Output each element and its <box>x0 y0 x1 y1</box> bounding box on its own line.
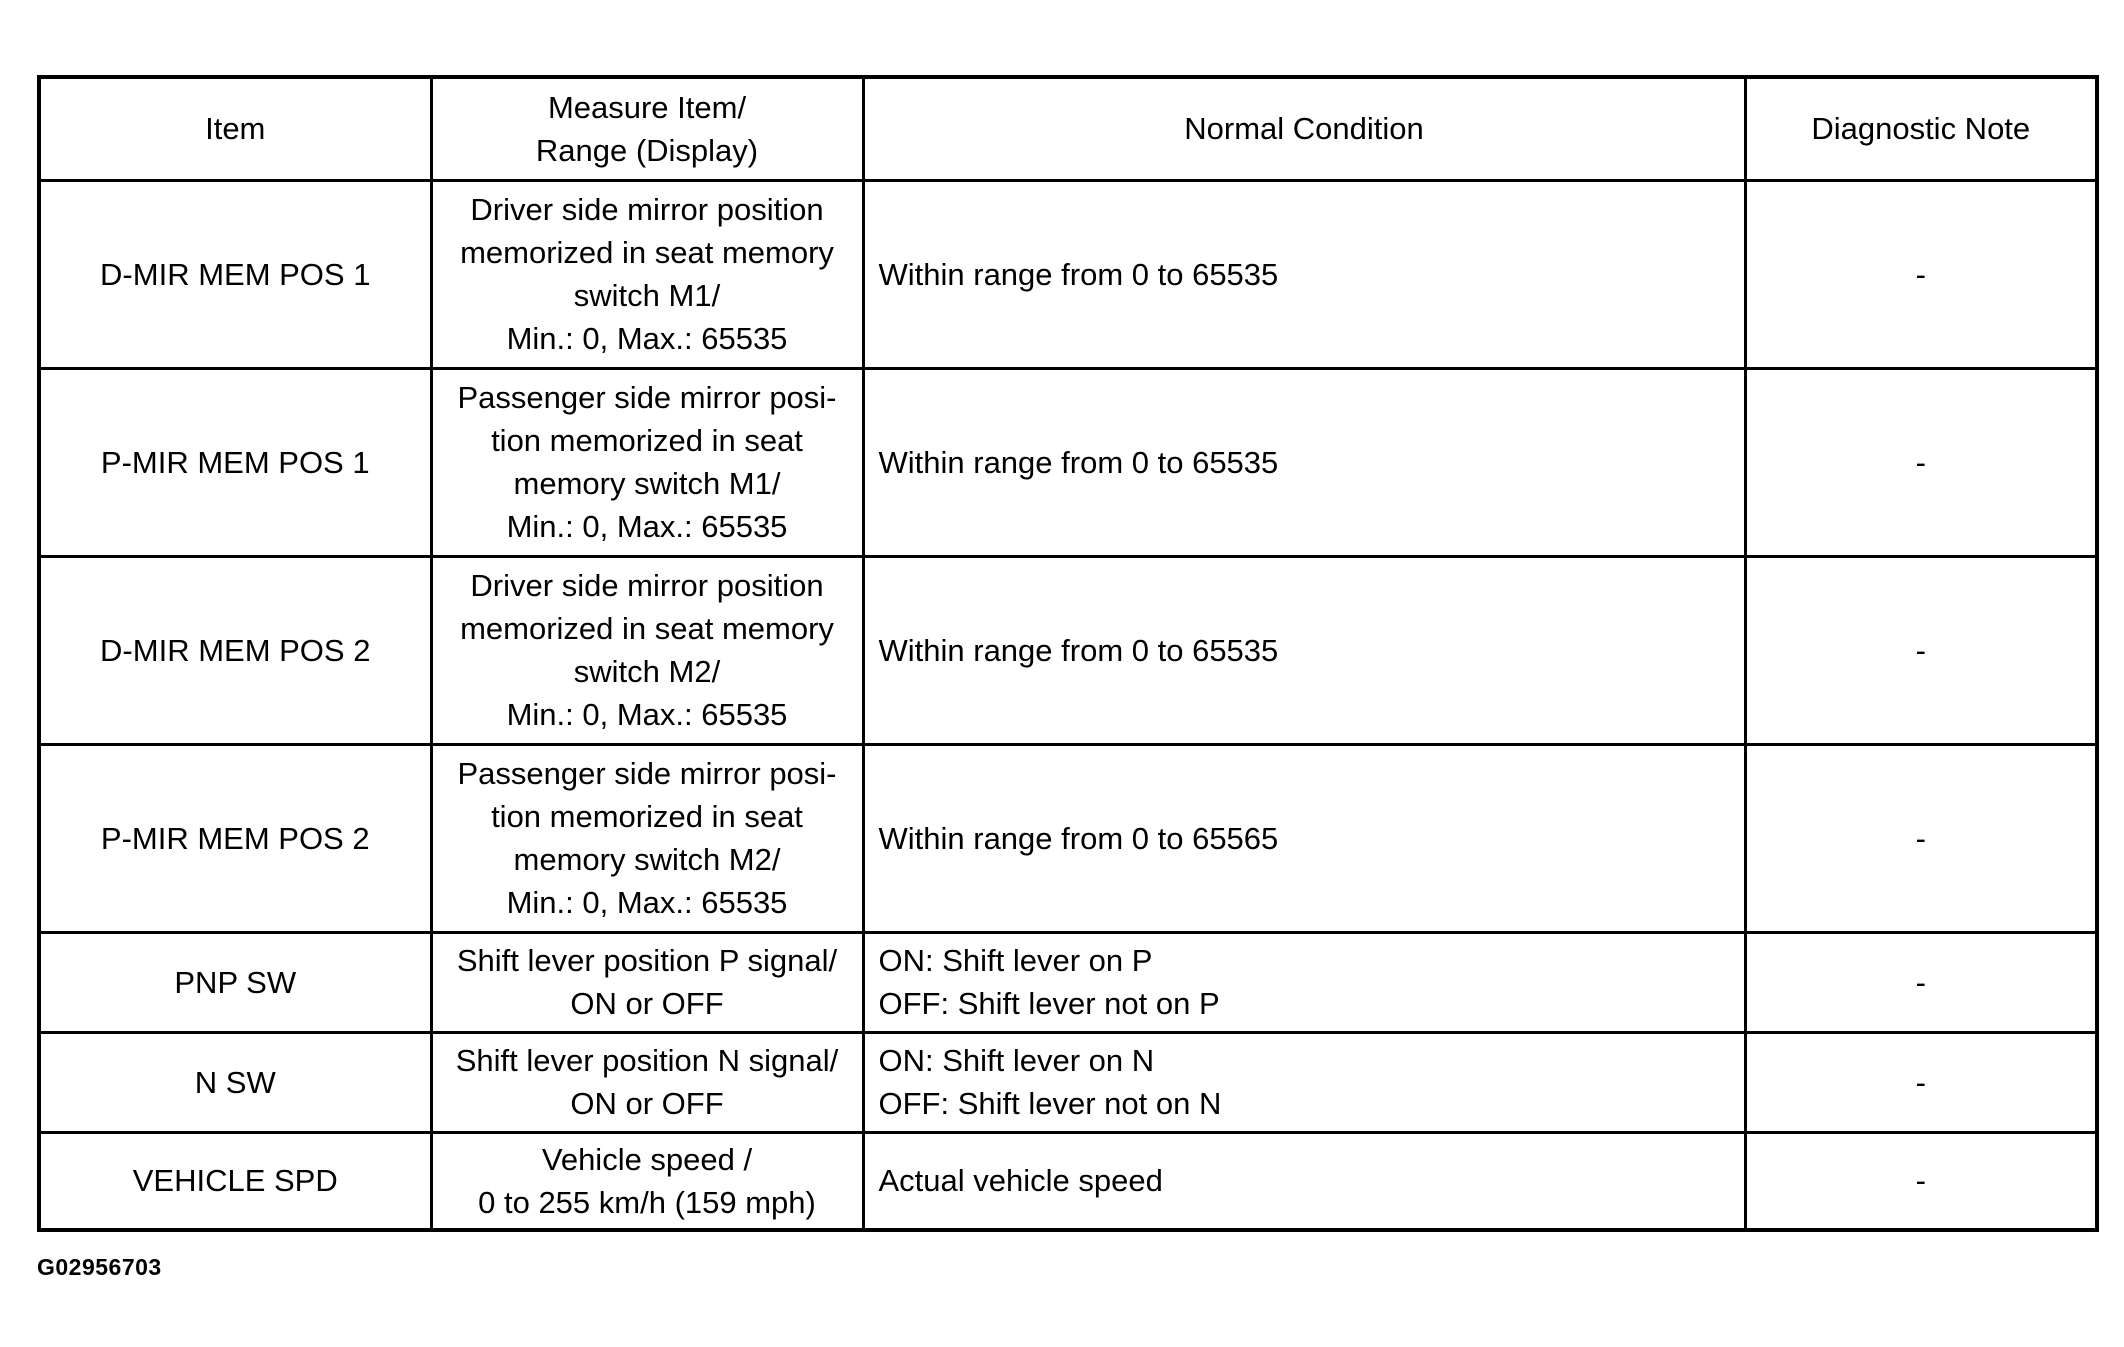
measure-line: Shift lever position P signal/ <box>456 943 838 978</box>
table-row <box>39 180 2097 368</box>
table-row <box>39 744 2097 932</box>
item-cell: P-MIR MEM POS 2 <box>39 744 431 932</box>
measure-line: memorized in seat memory <box>460 235 834 270</box>
measure-line: switch M1/ <box>573 278 721 313</box>
measure-cell <box>431 932 863 1032</box>
measure-cell <box>431 368 863 556</box>
header-normal-condition: Normal Condition <box>863 77 1745 180</box>
table-row <box>39 556 2097 744</box>
note-cell: - <box>1745 368 2097 556</box>
condition-cell <box>863 932 1745 1032</box>
note-cell: - <box>1745 556 2097 744</box>
condition-cell <box>863 1132 1745 1230</box>
measure-line: ON or OFF <box>570 1086 724 1121</box>
condition-line: Within range from 0 to 65535 <box>878 632 1279 668</box>
diagnostic-data-table <box>37 75 2099 1232</box>
condition-line: OFF: Shift lever not on P <box>878 986 1220 1021</box>
condition-cell <box>863 368 1745 556</box>
measure-cell <box>431 744 863 932</box>
measure-line: Min.: 0, Max.: 65535 <box>506 509 788 544</box>
measure-cell <box>431 1132 863 1230</box>
measure-line: Min.: 0, Max.: 65535 <box>506 885 788 920</box>
condition-line: Within range from 0 to 65565 <box>878 820 1279 856</box>
measure-line: Min.: 0, Max.: 65535 <box>506 321 788 356</box>
condition-cell <box>863 1032 1745 1132</box>
condition-cell <box>863 744 1745 932</box>
measure-line: Shift lever position N signal/ <box>455 1043 839 1078</box>
table-row <box>39 1132 2097 1230</box>
note-cell: - <box>1745 1032 2097 1132</box>
measure-line: memorized in seat memory <box>460 611 834 646</box>
item-cell: D-MIR MEM POS 2 <box>39 556 431 744</box>
table-row <box>39 932 2097 1032</box>
measure-line: memory switch M2/ <box>513 842 781 877</box>
table-row <box>39 1032 2097 1132</box>
measure-line: tion memorized in seat <box>491 799 803 834</box>
note-cell: - <box>1745 180 2097 368</box>
measure-line: ON or OFF <box>570 986 724 1021</box>
measure-line: switch M2/ <box>573 654 721 689</box>
header-measure-item <box>431 77 863 180</box>
figure-id: G02956703 <box>37 1254 162 1280</box>
header-item: Item <box>39 77 431 180</box>
measure-line: tion memorized in seat <box>491 423 803 458</box>
header-measure-line: Measure Item/ <box>547 89 747 125</box>
condition-line: Within range from 0 to 65535 <box>878 256 1279 292</box>
condition-line: Actual vehicle speed <box>878 1163 1163 1199</box>
condition-line: ON: Shift lever on N <box>878 1043 1155 1078</box>
condition-cell <box>863 180 1745 368</box>
measure-cell <box>431 1032 863 1132</box>
item-cell: N SW <box>39 1032 431 1132</box>
measure-line: Vehicle speed / <box>541 1141 753 1177</box>
measure-line: memory switch M1/ <box>513 466 781 501</box>
note-cell: - <box>1745 932 2097 1032</box>
measure-line: Passenger side mirror posi- <box>457 380 837 415</box>
measure-cell <box>431 556 863 744</box>
table-row <box>39 368 2097 556</box>
condition-line: ON: Shift lever on P <box>878 943 1153 978</box>
condition-line: OFF: Shift lever not on N <box>878 1086 1222 1121</box>
note-cell: - <box>1745 1132 2097 1230</box>
condition-cell <box>863 556 1745 744</box>
header-measure-line: Range (Display) <box>535 132 759 168</box>
item-cell: P-MIR MEM POS 1 <box>39 368 431 556</box>
measure-line: Min.: 0, Max.: 65535 <box>506 697 788 732</box>
measure-cell <box>431 180 863 368</box>
item-cell: VEHICLE SPD <box>39 1132 431 1230</box>
measure-line: Driver side mirror position <box>470 568 824 603</box>
measure-line: Driver side mirror position <box>470 192 824 227</box>
table-header-row <box>39 77 2097 180</box>
header-diagnostic-note: Diagnostic Note <box>1745 77 2097 180</box>
measure-line: 0 to 255 km/h (159 mph) <box>478 1184 816 1220</box>
item-cell: PNP SW <box>39 932 431 1032</box>
measure-line: Passenger side mirror posi- <box>457 756 837 791</box>
note-cell: - <box>1745 744 2097 932</box>
condition-line: Within range from 0 to 65535 <box>878 444 1279 480</box>
item-cell: D-MIR MEM POS 1 <box>39 180 431 368</box>
